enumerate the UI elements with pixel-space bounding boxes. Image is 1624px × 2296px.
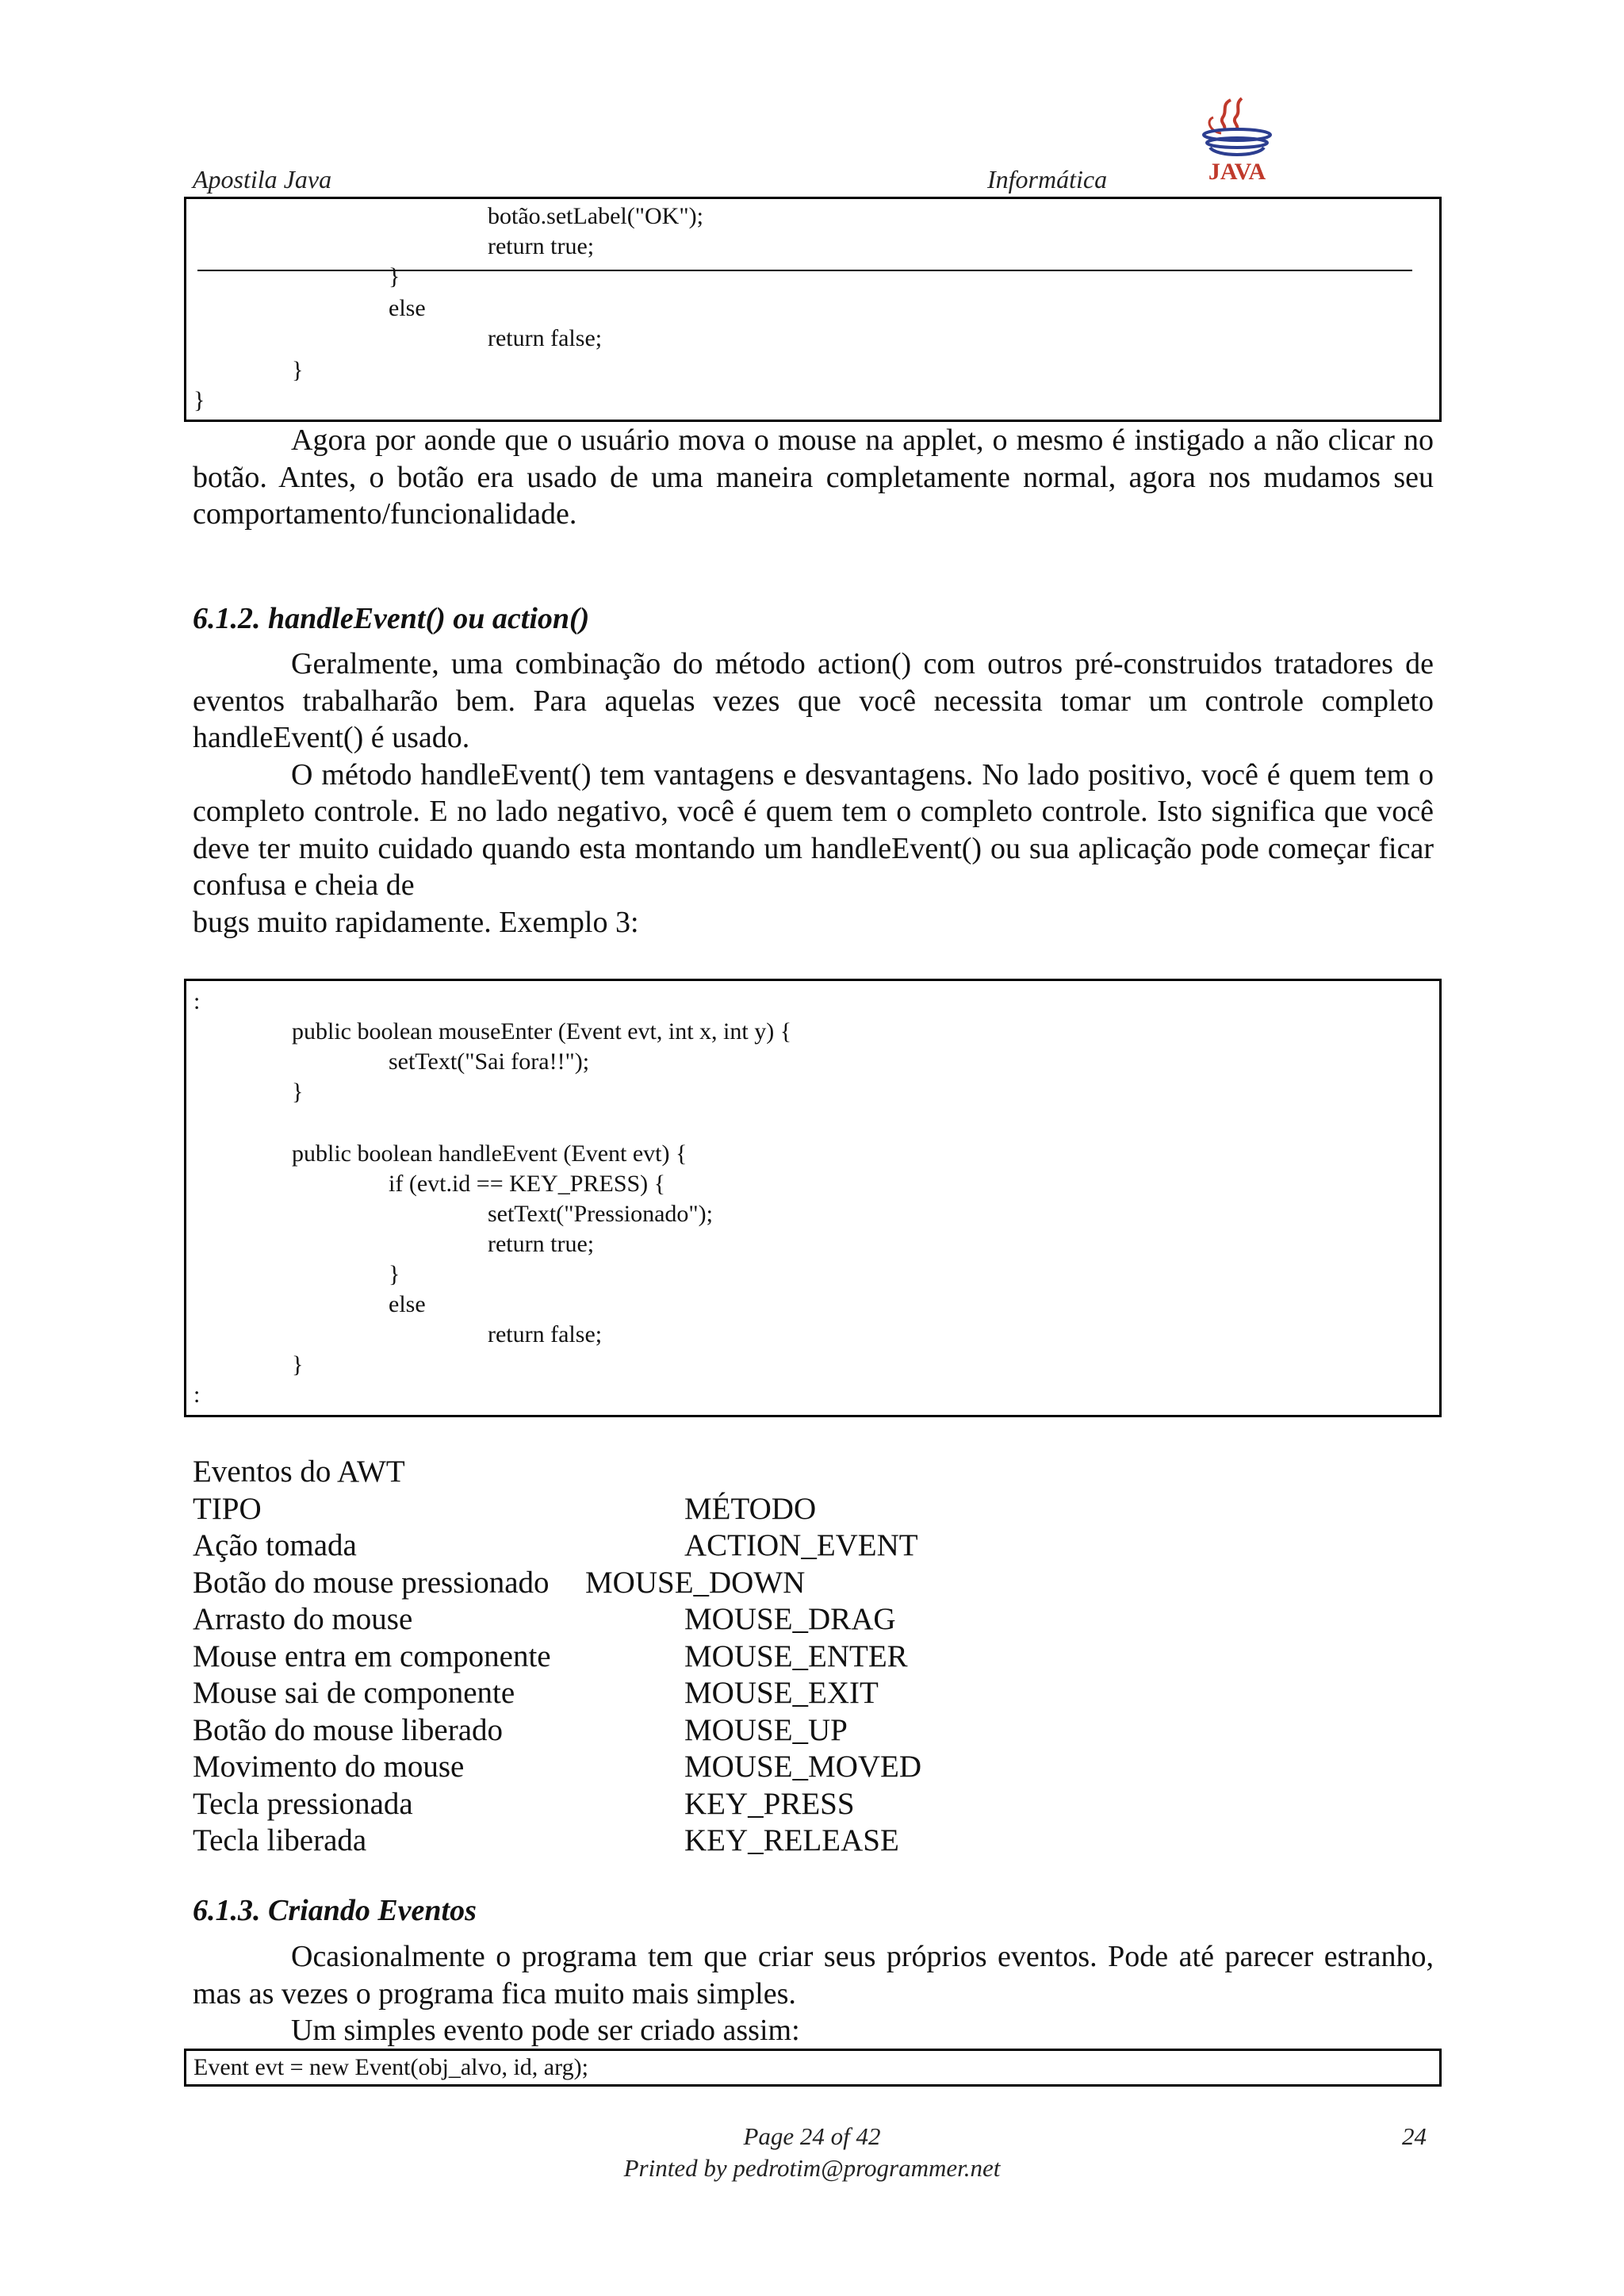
header-center: Informática [987, 165, 1108, 194]
table-row [193, 1639, 908, 1676]
code-line: } [292, 357, 304, 383]
code-line: Event evt = new Event(obj_alvo, id, arg); [193, 2054, 588, 2080]
paragraph-applet [193, 422, 1434, 533]
paragraph-text: Agora por aonde que o usuário mova o mouse na applet, o mesmo é instigado a não clicar no botão. Antes, o botão era usado de uma maneira completamente normal, agora nos mudamos seu comportamento/funcionalidade. [193, 424, 1434, 531]
paragraph-text: bugs muito rapidamente. Exemplo 3: [193, 905, 639, 939]
table-title: Eventos do AWT [193, 1455, 405, 1489]
table-row [193, 1675, 879, 1712]
footer-printed-by: Printed by pedrotim@programmer.net [623, 2154, 1001, 2182]
event-type: Ação tomada [193, 1528, 357, 1562]
event-method: MOUSE_MOVED [684, 1750, 922, 1784]
event-type: Botão do mouse liberado [193, 1712, 504, 1747]
event-type: Botão do mouse pressionado [193, 1565, 550, 1600]
table-header-row [193, 1491, 817, 1528]
table-row [193, 1565, 806, 1602]
code-line: } [292, 1351, 304, 1378]
paragraph-text: O método handleEvent() tem vantagens e desvantagens. No lado positivo, você é quem tem o completo controle. E no lado negativo, você é quem tem o completo controle. Isto significa que você deve ter muito cuidado quando esta montando um handleEvent() ou sua aplicação pode começar ficar confusa e cheia de [193, 757, 1434, 902]
section-613-body [193, 1938, 1434, 2049]
code-line: return true; [488, 233, 595, 259]
table-row [193, 1823, 899, 1860]
event-type: Movimento do mouse [193, 1750, 465, 1784]
code-line: botão.setLabel("OK"); [488, 203, 703, 229]
code-line: } [292, 1079, 304, 1105]
header-left: Apostila Java [193, 165, 332, 194]
table-row [193, 1712, 848, 1750]
event-type: Arrasto do mouse [193, 1602, 413, 1636]
event-method: MOUSE_DOWN [585, 1565, 806, 1600]
footer-page-number: 24 [1402, 2122, 1427, 2150]
code-line: public boolean handleEvent (Event evt) { [292, 1140, 688, 1167]
code-line: else [389, 1291, 426, 1317]
java-logo-icon [1182, 94, 1293, 189]
code-line: return false; [488, 1321, 603, 1347]
paragraph-text: Um simples evento pode ser criado assim: [291, 2014, 800, 2047]
section-heading-612: 6.1.2. handleEvent() ou action() [193, 602, 590, 635]
code-line: return false; [488, 325, 603, 351]
code-line: : [193, 1382, 201, 1408]
event-method: MOUSE_DRAG [684, 1602, 896, 1636]
code-line: return true; [488, 1231, 595, 1257]
footer-page: Page 24 of 42 [743, 2122, 881, 2150]
table-row [193, 1601, 896, 1639]
column-header-method: MÉTODO [684, 1491, 817, 1526]
code-line: else [389, 295, 426, 321]
table-row [193, 1749, 922, 1786]
event-type: Tecla liberada [193, 1823, 367, 1857]
event-type: Mouse sai de componente [193, 1676, 515, 1710]
event-method: ACTION_EVENT [684, 1528, 918, 1562]
code-line: if (evt.id == KEY_PRESS) { [389, 1171, 666, 1197]
event-type: Tecla pressionada [193, 1786, 413, 1821]
event-method: MOUSE_EXIT [684, 1676, 879, 1710]
event-method: KEY_PRESS [684, 1786, 855, 1821]
section-heading-613: 6.1.3. Criando Eventos [193, 1894, 477, 1927]
code-line: : [193, 988, 201, 1014]
table-row [193, 1527, 918, 1565]
separator-line [197, 270, 1412, 271]
code-line: setText("Pressionado"); [488, 1201, 714, 1227]
event-method: MOUSE_UP [684, 1712, 848, 1747]
awt-events-table [193, 1454, 922, 1860]
paragraph-text: Geralmente, uma combinação do método action() com outros pré-construidos tratadores de eventos trabalharão bem. Para aquelas vezes que você necessita tomar um controle completo handleEvent() é usado. [193, 647, 1434, 754]
paragraph-text: Ocasionalmente o programa tem que criar seus próprios eventos. Pode até parecer estranho, mas as vezes o programa fica muito mais simples. [193, 1940, 1434, 2010]
logo-text: JAVA [1208, 159, 1266, 185]
code-line: } [389, 1261, 400, 1287]
code-box-top [184, 197, 1442, 422]
code-line: } [389, 263, 400, 289]
code-line: public boolean mouseEnter (Event evt, int x, int y) { [292, 1018, 792, 1045]
column-header-type: TIPO [193, 1491, 262, 1526]
code-line: } [193, 387, 205, 413]
section-612-body [193, 646, 1434, 941]
event-method: KEY_RELEASE [684, 1823, 899, 1857]
code-line: setText("Sai fora!!"); [389, 1048, 590, 1075]
event-type: Mouse entra em componente [193, 1639, 551, 1673]
table-row [193, 1786, 855, 1823]
event-method: MOUSE_ENTER [684, 1639, 908, 1673]
